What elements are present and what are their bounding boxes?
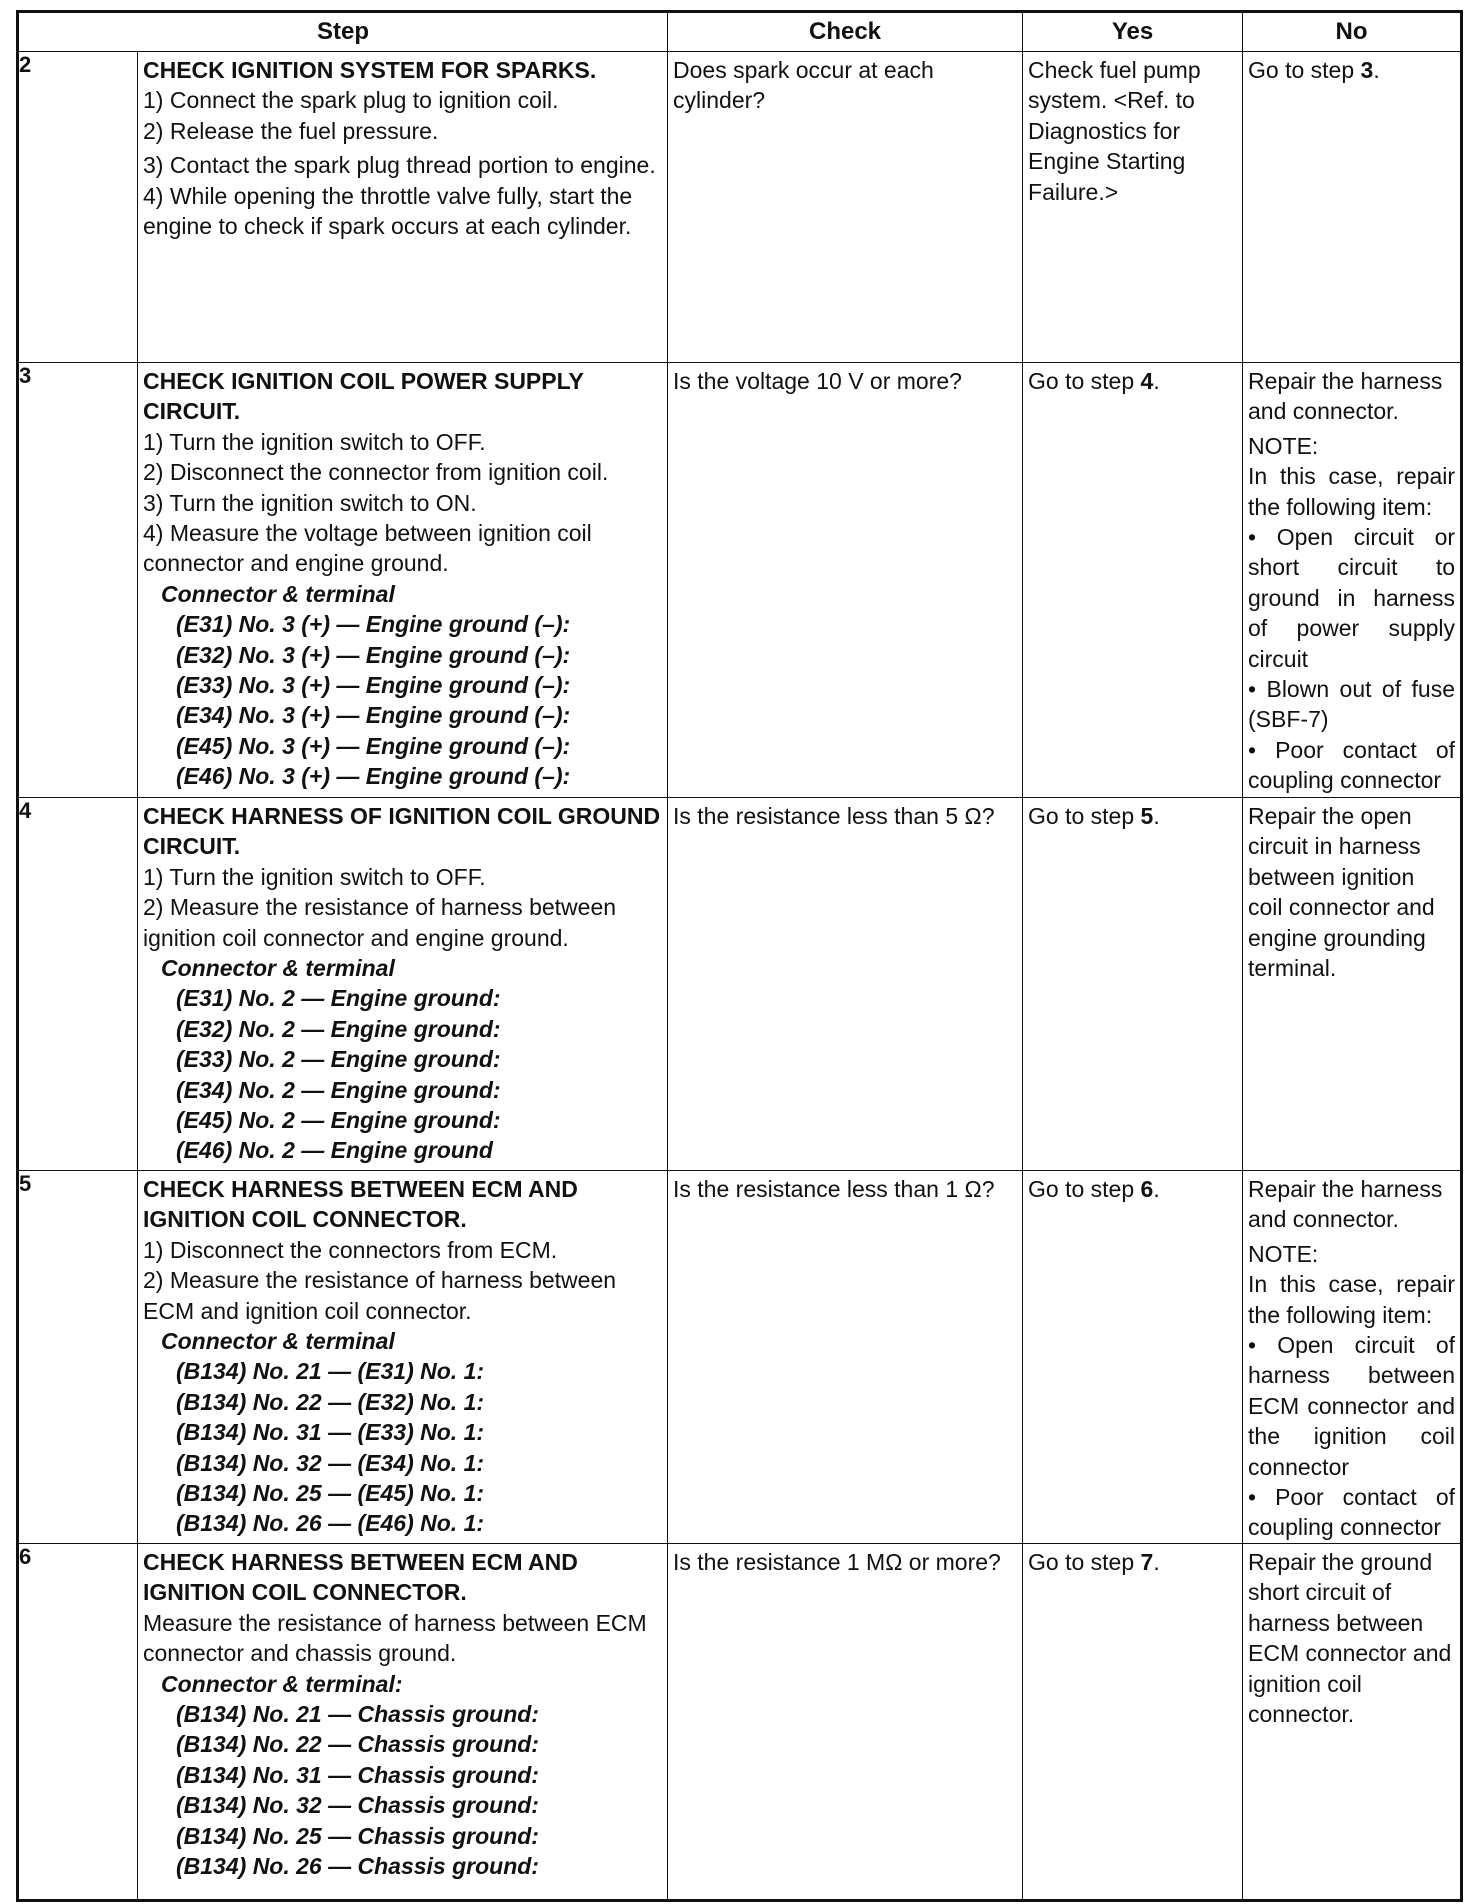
step-cell xyxy=(138,1544,668,1901)
yes-action: Go to step 6. xyxy=(1028,1176,1160,1202)
repair-lead: Repair the harness and connector. xyxy=(1248,368,1443,425)
step-instruction: 2) Disconnect the connector from ignition coil. xyxy=(143,459,609,486)
repair-lead: Repair the harness and connector. xyxy=(1248,1176,1443,1233)
table-row xyxy=(18,1171,1462,1544)
connector-line: (B134) No. 26 — Chassis ground: xyxy=(176,1853,539,1880)
repair-bullet: • Open circuit or short circuit to ground in harness of power supply circuit xyxy=(1248,524,1456,672)
connector-line: (B134) No. 26 — (E46) No. 1: xyxy=(176,1510,485,1537)
note-label: NOTE: xyxy=(1248,432,1319,459)
diagnostic-page xyxy=(16,10,1460,1891)
header-yes: Yes xyxy=(1023,12,1243,52)
header-no: No xyxy=(1243,12,1462,52)
check-question: Is the resistance 1 MΩ or more? xyxy=(673,1549,1001,1575)
connector-line: (E32) No. 3 (+) — Engine ground (–): xyxy=(176,641,571,668)
check-question: Is the resistance less than 1 Ω? xyxy=(673,1176,995,1202)
connector-line: (E45) No. 2 — Engine ground: xyxy=(176,1107,501,1134)
step-instruction: 1) Turn the ignition switch to OFF. xyxy=(143,428,486,455)
step-cell xyxy=(138,1171,668,1544)
connector-line: (B134) No. 25 — (E45) No. 1: xyxy=(176,1480,485,1507)
note-text: In this case, repair the following item: xyxy=(1248,1271,1456,1328)
yes-action: Check fuel pump system. <Ref. to Diagnostics for Engine Starting Failure.> xyxy=(1028,57,1201,205)
goto-step-link: 6 xyxy=(1140,1176,1154,1202)
step-instruction: 3) Contact the spark plug thread portion to engine. xyxy=(143,152,656,179)
check-cell xyxy=(668,1544,1023,1901)
step-cell xyxy=(138,363,668,798)
no-action: Go to step 3. xyxy=(1248,57,1380,83)
connector-title: Connector & terminal xyxy=(161,580,395,607)
check-cell xyxy=(668,1171,1023,1544)
step-cell xyxy=(138,52,668,363)
connector-line: (E46) No. 3 (+) — Engine ground (–): xyxy=(176,763,571,790)
check-cell xyxy=(668,798,1023,1171)
table-row xyxy=(18,52,1462,363)
check-cell xyxy=(668,52,1023,363)
yes-cell xyxy=(1023,1544,1243,1901)
header-check: Check xyxy=(668,12,1023,52)
no-cell xyxy=(1243,798,1462,1171)
step-instruction: 1) Connect the spark plug to ignition coil. xyxy=(143,87,559,114)
no-cell xyxy=(1243,52,1462,363)
table-row xyxy=(18,363,1462,798)
yes-action: Go to step 7. xyxy=(1028,1549,1160,1575)
step-number: 2 xyxy=(18,52,138,363)
diagnostic-table xyxy=(16,10,1463,1902)
note-label: NOTE: xyxy=(1248,1240,1319,1267)
connector-line: (E31) No. 3 (+) — Engine ground (–): xyxy=(176,611,571,638)
check-question: Does spark occur at each cylinder? xyxy=(673,57,934,114)
connector-title: Connector & terminal xyxy=(161,955,395,982)
connector-line: (B134) No. 32 — Chassis ground: xyxy=(176,1792,539,1819)
header-step: Step xyxy=(18,12,668,52)
step-cell xyxy=(138,798,668,1171)
step-number: 5 xyxy=(18,1171,138,1544)
step-number: 4 xyxy=(18,798,138,1171)
step-instruction: 2) Measure the resistance of harness between ECM and ignition coil connector. xyxy=(143,1267,617,1324)
repair-bullet: • Poor contact of coupling connector xyxy=(1248,736,1456,794)
goto-step-link: 3 xyxy=(1360,57,1374,83)
connector-line: (E32) No. 2 — Engine ground: xyxy=(176,1015,501,1042)
yes-action: Go to step 5. xyxy=(1028,803,1160,829)
connector-line: (E33) No. 3 (+) — Engine ground (–): xyxy=(176,672,571,699)
yes-cell xyxy=(1023,52,1243,363)
connector-line: (E34) No. 2 — Engine ground: xyxy=(176,1076,501,1103)
step-instruction: 4) While opening the throttle valve fully, start the engine to check if spark occurs at each cylinder. xyxy=(143,182,633,240)
no-cell xyxy=(1243,363,1462,798)
check-cell xyxy=(668,363,1023,798)
step-title: CHECK IGNITION COIL POWER SUPPLY CIRCUIT. xyxy=(143,368,584,425)
step-instruction: 4) Measure the voltage between ignition coil connector and engine ground. xyxy=(143,520,592,577)
repair-bullet: • Blown out of fuse (SBF-7) xyxy=(1248,676,1456,733)
step-number: 3 xyxy=(18,363,138,798)
goto-step-link: 4 xyxy=(1140,368,1154,394)
yes-cell xyxy=(1023,798,1243,1171)
connector-line: (B134) No. 22 — Chassis ground: xyxy=(176,1731,539,1758)
connector-line: (E46) No. 2 — Engine ground xyxy=(176,1137,493,1164)
connector-line: (B134) No. 32 — (E34) No. 1: xyxy=(176,1449,485,1476)
connector-line: (B134) No. 22 — (E32) No. 1: xyxy=(176,1388,485,1415)
step-title: CHECK HARNESS BETWEEN ECM AND IGNITION COIL CONNECTOR. xyxy=(143,1176,578,1233)
yes-cell xyxy=(1023,1171,1243,1544)
connector-title: Connector & terminal: xyxy=(161,1670,403,1697)
step-instruction: Measure the resistance of harness between ECM connector and chassis ground. xyxy=(143,1609,647,1667)
no-cell xyxy=(1243,1171,1462,1544)
step-instruction: 2) Release the fuel pressure. xyxy=(143,117,439,144)
goto-step-link: 7 xyxy=(1140,1549,1154,1575)
yes-cell xyxy=(1023,363,1243,798)
step-title: CHECK HARNESS OF IGNITION COIL GROUND CIRCUIT. xyxy=(143,803,661,860)
step-number: 6 xyxy=(18,1544,138,1901)
connector-line: (B134) No. 21 — Chassis ground: xyxy=(176,1701,539,1728)
repair-bullet: • Poor contact of coupling connector xyxy=(1248,1484,1456,1541)
step-title: CHECK IGNITION SYSTEM FOR SPARKS. xyxy=(143,57,597,83)
no-action: Repair the ground short circuit of harness between ECM connector and ignition coil connector. xyxy=(1248,1549,1452,1728)
connector-line: (E31) No. 2 — Engine ground: xyxy=(176,985,501,1012)
table-row xyxy=(18,798,1462,1171)
connector-line: (E34) No. 3 (+) — Engine ground (–): xyxy=(176,702,571,729)
repair-bullet: • Open circuit of harness between ECM connector and the ignition coil connector xyxy=(1248,1332,1456,1480)
connector-line: (E45) No. 3 (+) — Engine ground (–): xyxy=(176,732,571,759)
connector-line: (B134) No. 31 — Chassis ground: xyxy=(176,1761,539,1788)
step-title: CHECK HARNESS BETWEEN ECM AND IGNITION COIL CONNECTOR. xyxy=(143,1549,578,1606)
check-question: Is the resistance less than 5 Ω? xyxy=(673,803,995,829)
goto-prefix: Go to step xyxy=(1248,57,1361,83)
step-instruction: 3) Turn the ignition switch to ON. xyxy=(143,489,477,516)
check-question: Is the voltage 10 V or more? xyxy=(673,368,962,394)
connector-line: (B134) No. 21 — (E31) No. 1: xyxy=(176,1358,485,1385)
table-row xyxy=(18,1544,1462,1901)
no-action: Repair the open circuit in harness between ignition coil connector and engine grounding terminal. xyxy=(1248,803,1435,982)
step-instruction: 1) Disconnect the connectors from ECM. xyxy=(143,1236,558,1263)
no-cell xyxy=(1243,1544,1462,1901)
yes-action: Go to step 4. xyxy=(1028,368,1160,394)
goto-step-link: 5 xyxy=(1140,803,1154,829)
table-header-row xyxy=(18,12,1462,52)
connector-line: (B134) No. 25 — Chassis ground: xyxy=(176,1822,539,1849)
connector-line: (E33) No. 2 — Engine ground: xyxy=(176,1046,501,1073)
note-text: In this case, repair the following item: xyxy=(1248,463,1456,520)
connector-title: Connector & terminal xyxy=(161,1328,395,1355)
connector-line: (B134) No. 31 — (E33) No. 1: xyxy=(176,1419,485,1446)
step-instruction: 2) Measure the resistance of harness between ignition coil connector and engine ground. xyxy=(143,894,617,951)
step-instruction: 1) Turn the ignition switch to OFF. xyxy=(143,863,486,890)
